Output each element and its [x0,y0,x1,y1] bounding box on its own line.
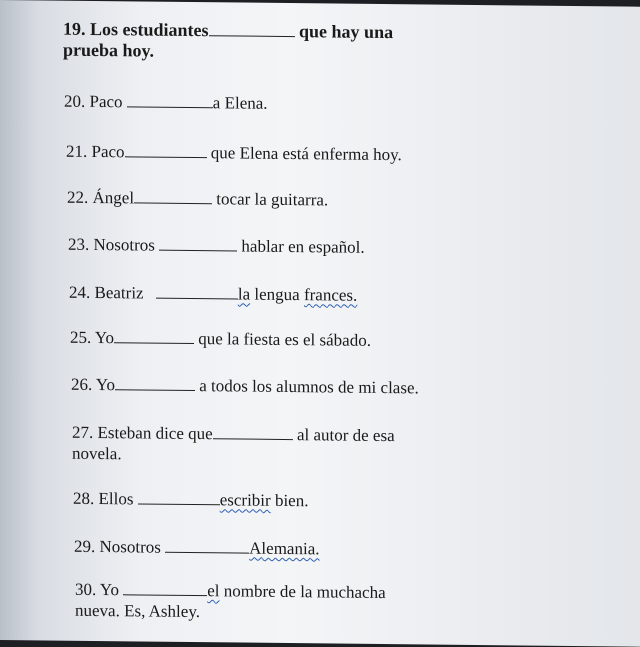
question-number: 28. [73,488,95,508]
question-28 [73,488,308,511]
question-text-before: Yo [95,375,115,395]
question-text-after: el [207,581,220,601]
question-text-before: Yo [94,327,114,348]
answer-blank[interactable] [209,34,295,37]
answer-blank[interactable] [115,388,195,391]
question-text-after: nombre de la muchacha [219,581,386,603]
question-text-before: Esteban dice que [97,423,213,444]
question-26 [71,374,419,399]
question-text-after: frances. [303,285,358,305]
question-number: 26. [71,374,93,394]
question-text-after: que hay una [299,21,394,43]
question-number: 22. [67,187,89,207]
question-text-before: Nosotros [99,537,161,557]
question-24 [69,282,357,306]
question-text-before: Nosotros [93,234,155,255]
question-text-after: a todos los alumnos de mi clase. [199,376,419,398]
question-number: 30. [75,579,97,600]
answer-blank[interactable] [134,201,212,204]
question-text-after: lengua [250,284,304,305]
question-number: 19. [63,18,86,39]
answer-blank[interactable] [125,155,207,158]
question-text-before: Yo [99,580,119,600]
question-number: 25. [70,327,92,347]
question-text-after: que Elena está enferma hoy. [210,143,402,165]
question-text-after: la [237,284,251,304]
question-number: 20. [64,91,86,111]
question-text-after: escribir [219,490,271,510]
question-29 [74,536,320,560]
question-text-after: que la fiesta es el sábado. [198,329,371,350]
answer-blank[interactable] [165,551,249,554]
question-text-before: Ángel [92,187,135,208]
question-22 [67,187,328,211]
question-20 [64,91,268,114]
question-text-after: al autor de esa [296,425,395,446]
question-number: 27. [72,422,94,442]
question-27 [72,422,395,467]
question-text-line2: nueva. Es, Ashley. [75,600,200,622]
answer-blank[interactable] [123,593,207,596]
answer-blank[interactable] [127,105,213,108]
question-text-after: tocar la guitarra. [216,189,329,210]
question-number: 29. [74,536,96,556]
answer-blank[interactable] [156,297,238,300]
question-25 [70,327,371,351]
question-text-after: bien. [270,490,309,511]
question-text-before: Beatriz [94,282,144,303]
question-text-after: hablar en español. [241,236,365,257]
question-text-after: a Elena. [212,93,268,113]
question-text-before: Ellos [98,489,134,509]
answer-blank[interactable] [114,341,194,344]
answer-blank[interactable] [138,502,220,505]
question-text-before: Paco [91,141,125,162]
question-number: 21. [66,141,88,161]
answer-blank[interactable] [213,437,293,440]
question-text-line2: prueba hoy. [63,39,155,61]
question-text-after: Alemania. [249,538,320,559]
question-text-before: Los estudiantes [90,18,209,41]
answer-blank[interactable] [159,249,237,252]
question-text-before: Paco [89,91,123,112]
question-number: 23. [68,234,90,254]
question-19 [63,19,393,64]
question-23 [68,234,365,258]
question-21 [66,141,402,166]
question-text-line2: novela. [72,443,122,464]
question-number: 24. [69,282,91,302]
question-30 [75,579,386,624]
